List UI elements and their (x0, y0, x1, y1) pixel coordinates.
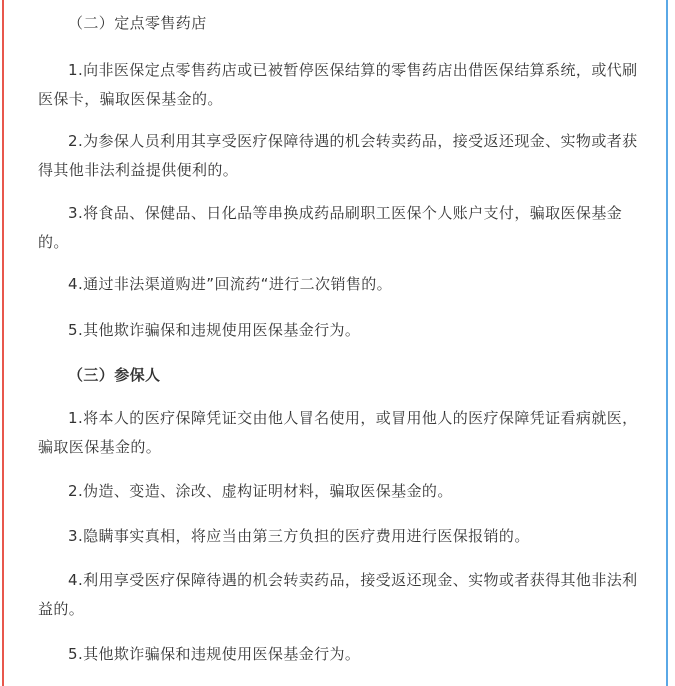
right-border-line (666, 0, 668, 686)
paragraph-item: 1.向非医保定点零售药店或已被暂停医保结算的零售药店出借医保结算系统，或代刷医保卡，骗取医保基金的。 (38, 61, 638, 108)
paragraph-item: 2.伪造、变造、涂改、虚构证明材料，骗取医保基金的。 (68, 482, 453, 500)
paragraph-item: 5.其他欺诈骗保和违规使用医保基金行为。 (68, 321, 361, 339)
paragraph-item: 2.为参保人员利用其享受医疗保障待遇的机会转卖药品，接受返还现金、实物或者获得其他非法利益提供便利的。 (38, 132, 638, 179)
paragraph-item: 3.隐瞒事实真相，将应当由第三方负担的医疗费用进行医保报销的。 (68, 527, 530, 545)
paragraph-item: 4.通过非法渠道购进”回流药“进行二次销售的。 (68, 275, 393, 293)
paragraph-item: 1.将本人的医疗保障凭证交由他人冒名使用，或冒用他人的医疗保障凭证看病就医，骗取医保基金的。 (38, 409, 638, 456)
paragraph-item: 4.利用享受医疗保障待遇的机会转卖药品，接受返还现金、实物或者获得其他非法利益的。 (38, 571, 638, 618)
paragraph-item: 3.将食品、保健品、日化品等串换成药品刷职工医保个人账户支付，骗取医保基金的。 (38, 204, 623, 251)
left-border-line (2, 0, 4, 686)
paragraph-item: 5.其他欺诈骗保和违规使用医保基金行为。 (68, 645, 361, 663)
section-heading-insured-person: （三）参保人 (68, 366, 161, 384)
section-heading-retail-pharmacy: （二）定点零售药店 (68, 14, 207, 32)
